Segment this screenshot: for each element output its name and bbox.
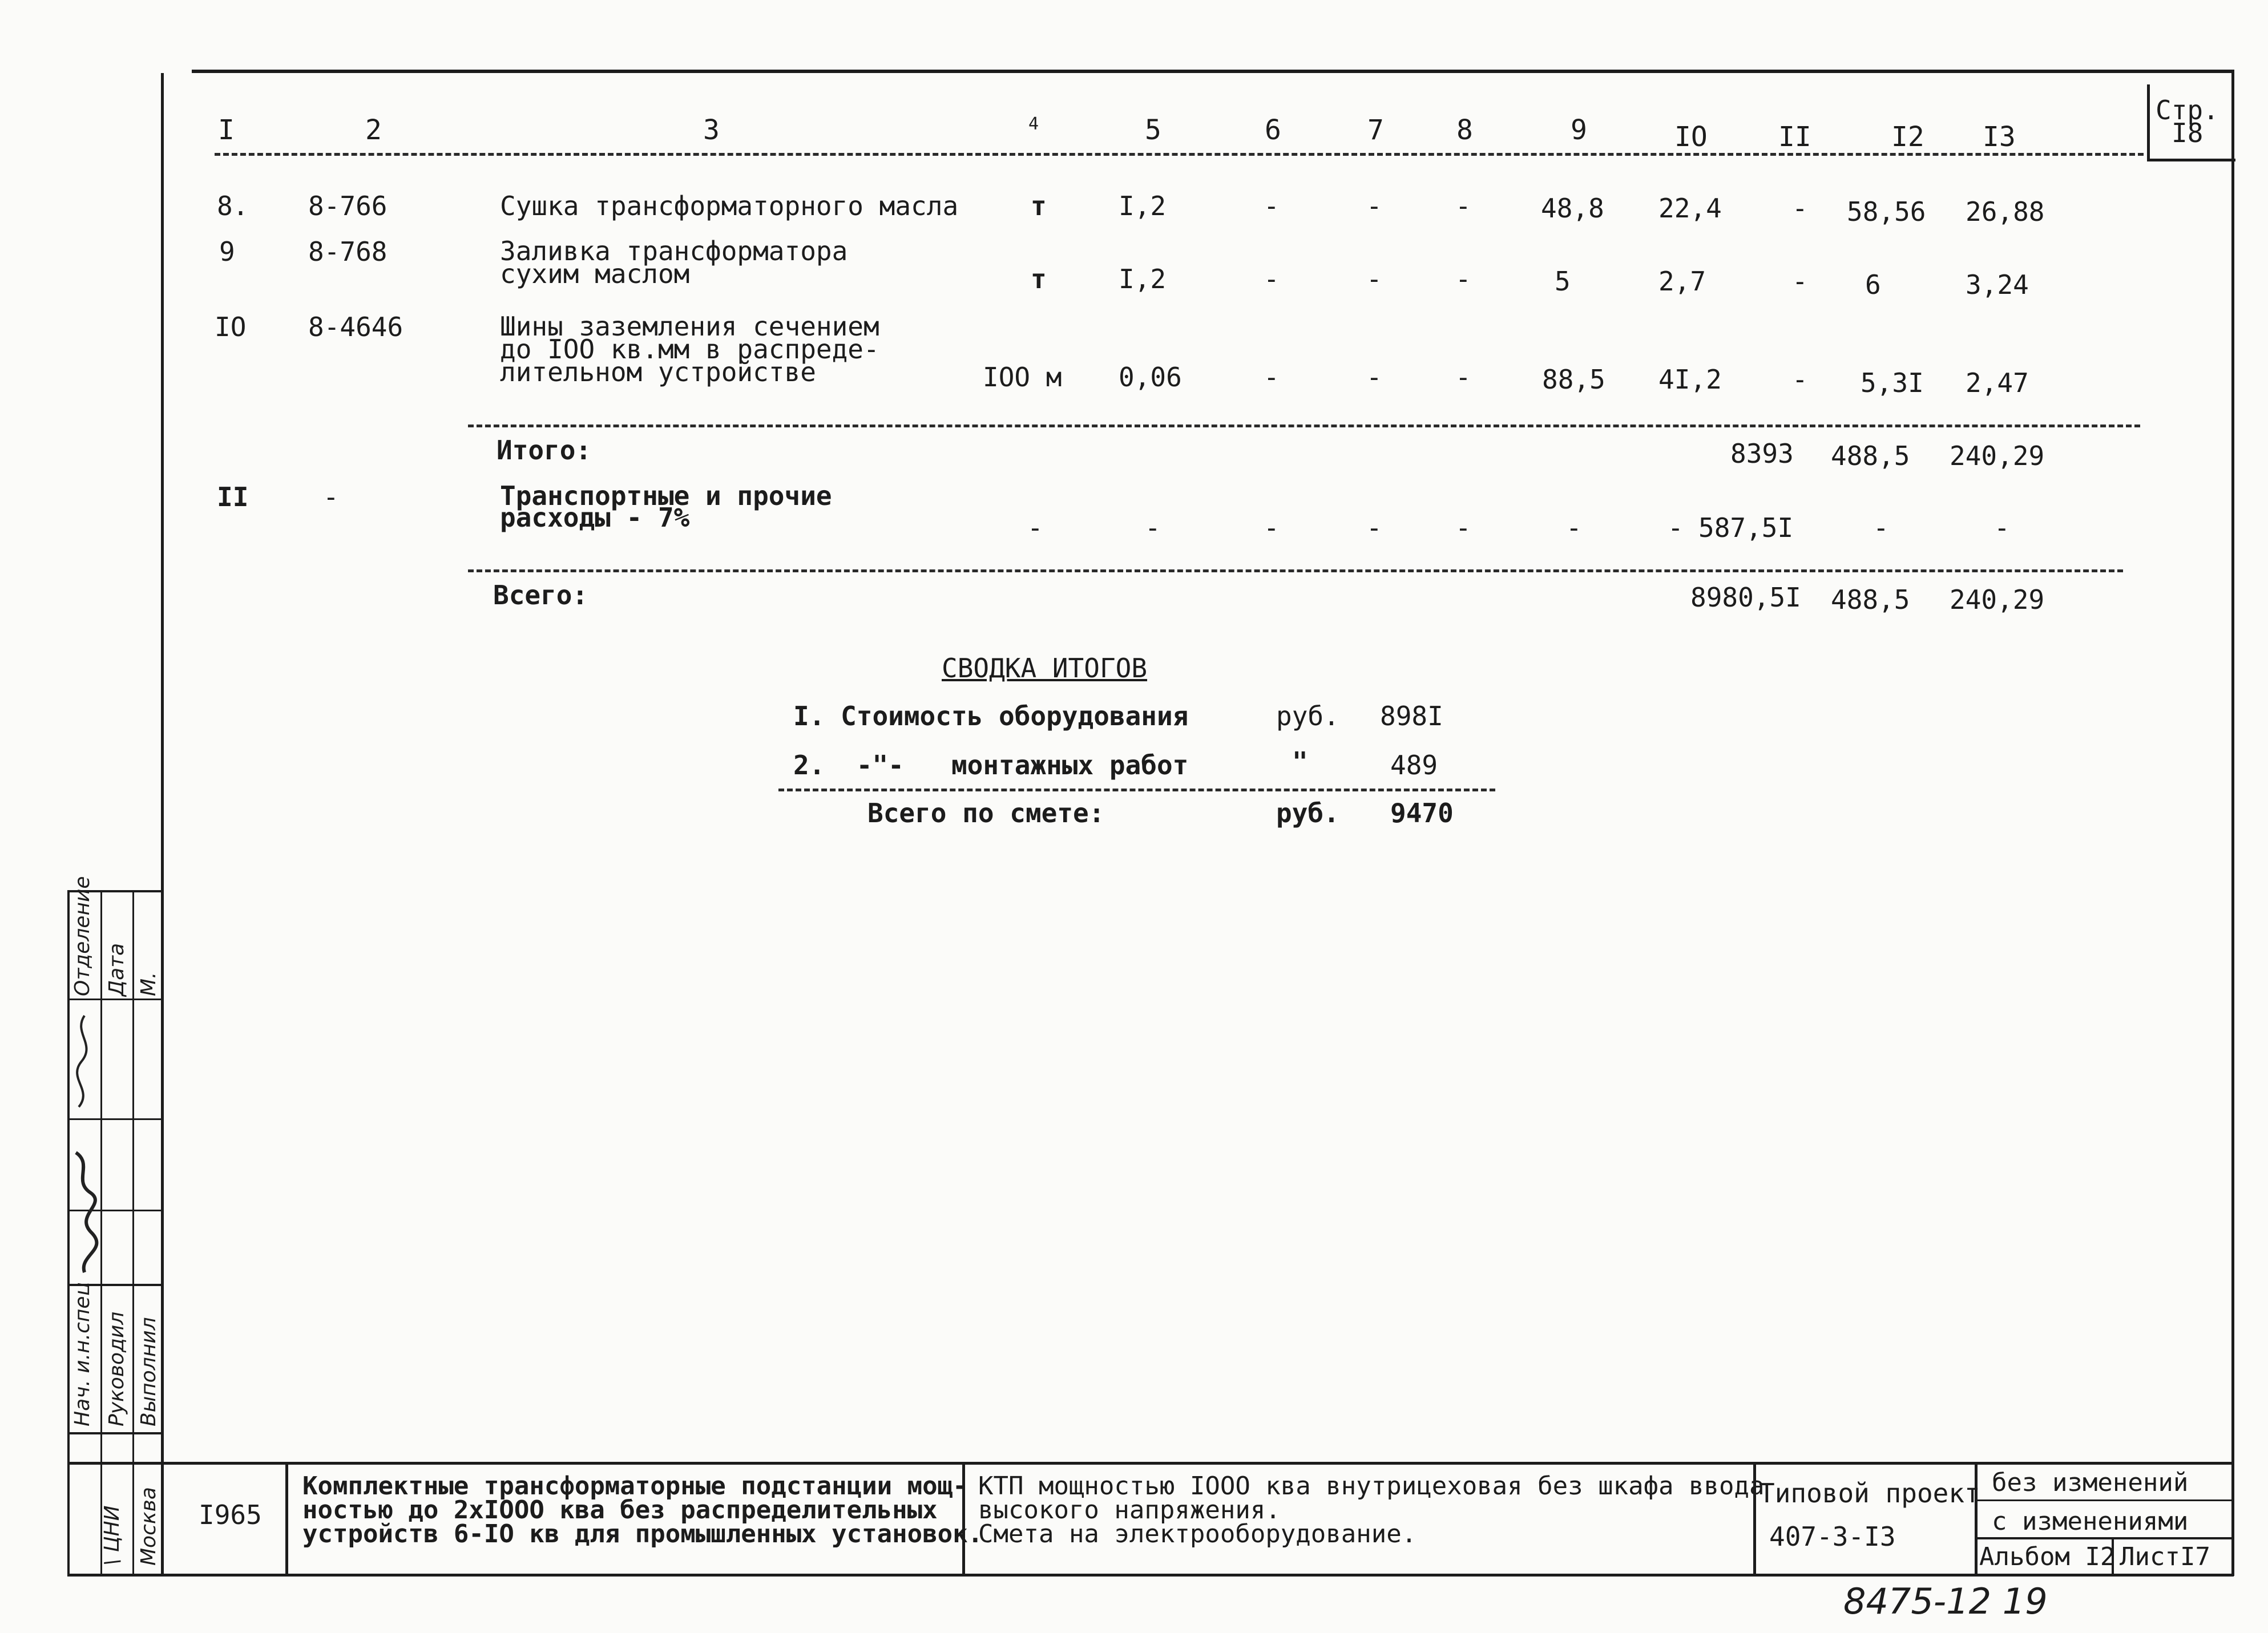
row-c8: - — [1455, 191, 1471, 221]
subtotal-label: Итого: — [497, 435, 592, 466]
page-number-value: I8 — [2172, 118, 2204, 148]
row-c10: 2,7 — [1658, 266, 1706, 297]
row-c12: 6 — [1865, 269, 1881, 300]
title-with-changes: с изменениями — [1992, 1507, 2189, 1536]
col-header: I3 — [1983, 121, 2016, 153]
row-number: IO — [215, 312, 247, 342]
col-header: 4 — [1028, 114, 1039, 134]
summary-line-label: 2. -"- монтажных работ — [793, 750, 1189, 781]
right-border — [2231, 70, 2234, 1576]
row-c12: 58,56 — [1847, 196, 1926, 227]
summary-line-label: I. Стоимость оборудования — [793, 701, 1189, 731]
row-c7: - — [1366, 512, 1382, 543]
col-header: 6 — [1265, 114, 1281, 146]
page-number-label: Стр. — [2156, 95, 2219, 126]
row-unit: т — [1031, 264, 1047, 294]
col-header: I — [218, 114, 235, 146]
col-header: IO — [1674, 121, 1708, 153]
title-project-number: 407-3-I3 — [1769, 1521, 1896, 1552]
row-c6: - — [1264, 512, 1280, 543]
row-c12: 5,3I — [1861, 367, 1924, 398]
row-c12: - — [1873, 512, 1889, 543]
col-header: 7 — [1367, 114, 1384, 146]
row-c8: - — [1455, 512, 1471, 543]
subtotal-c11: 8393 — [1730, 438, 1794, 469]
summary-title: СВОДКА ИТОГОВ — [942, 653, 1148, 684]
summary-line-value: 489 — [1390, 750, 1438, 781]
row-c13: - — [1994, 512, 2010, 543]
row-c6: - — [1264, 264, 1280, 294]
row-quantity: - — [1145, 512, 1161, 543]
header-divider — [215, 153, 2144, 156]
row-code: 8-768 — [308, 236, 388, 267]
row-description: Транспортные и прочие расходы - 7% — [500, 480, 832, 533]
subtotal-c12: 488,5 — [1831, 440, 1910, 471]
row-quantity: 0,06 — [1119, 362, 1182, 393]
total-c13: 240,29 — [1950, 584, 2045, 615]
signature-image — [67, 1010, 102, 1284]
col-header: I2 — [1891, 121, 1924, 153]
col-header: 9 — [1571, 114, 1587, 146]
row-unit: IOO м — [983, 362, 1062, 393]
row-unit: т — [1031, 191, 1047, 221]
row-code: - — [323, 482, 339, 512]
row-c11: - — [1792, 266, 1808, 297]
handwritten-number: 8475-12 19 — [1843, 1581, 2048, 1622]
row-number: II — [217, 482, 249, 512]
row-c10: 22,4 — [1658, 193, 1722, 224]
title-album: Альбом I2 — [1979, 1542, 2116, 1571]
row-code: 8-766 — [308, 191, 388, 221]
row-c9: - — [1566, 512, 1582, 543]
row-quantity: I,2 — [1119, 191, 1167, 221]
subtotal-divider — [468, 425, 2140, 427]
subtotal-c13: 240,29 — [1950, 440, 2045, 471]
row-c11: 587,5I — [1698, 512, 1794, 543]
stamp-role: Нач. и.н.спец — [71, 1282, 94, 1426]
row-c9: 5 — [1555, 266, 1571, 297]
row-c13: 2,47 — [1966, 367, 2029, 398]
stamp-city: Москва — [137, 1487, 160, 1566]
row-number: 9 — [219, 236, 235, 267]
row-code: 8-4646 — [308, 312, 403, 342]
title-subject: КТП мощностью IOOO ква внутрицеховая без шкафа ввода высокого напряжения. Смета на электрооборудование. — [978, 1472, 1765, 1549]
row-quantity: I,2 — [1119, 264, 1167, 294]
row-c9: 48,8 — [1541, 193, 1604, 224]
row-c6: - — [1264, 362, 1280, 393]
row-c10: - — [1668, 512, 1684, 543]
row-description: Шины заземления сечением до IOO кв.мм в распреде- лительном устройстве — [500, 311, 879, 387]
row-c13: 26,88 — [1966, 196, 2045, 227]
col-header: 2 — [365, 114, 382, 146]
summary-line-value: 898I — [1380, 701, 1443, 731]
title-description: Комплектные трансформаторные подстанции мощ- ностью до 2хIOOO ква без распределительных устройств 6-IO кв для промышленных установок. — [302, 1472, 983, 1549]
row-c7: - — [1366, 191, 1382, 221]
left-border — [161, 73, 164, 1575]
row-c11: - — [1792, 364, 1808, 395]
row-c8: - — [1455, 362, 1471, 393]
row-number: 8. — [217, 191, 249, 221]
row-unit: - — [1027, 512, 1043, 543]
row-c13: 3,24 — [1966, 269, 2029, 300]
stamp-org: \ ЦНИ — [100, 1505, 124, 1566]
summary-line-unit: " — [1292, 746, 1308, 777]
title-no-changes: без изменений — [1992, 1468, 2189, 1497]
summary-divider — [778, 789, 1495, 791]
summary-total-unit: руб. — [1276, 798, 1339, 828]
stamp-role: Выполнил — [137, 1317, 160, 1426]
stamp-m-label: М. — [137, 972, 160, 996]
row-c7: - — [1366, 362, 1382, 393]
col-header: 8 — [1456, 114, 1473, 146]
total-label: Всего: — [493, 580, 588, 611]
col-header: 5 — [1145, 114, 1161, 146]
page-number-box — [2147, 84, 2235, 161]
total-c11: 8980,5I — [1690, 582, 1801, 613]
row-c7: - — [1366, 264, 1382, 294]
summary-line-unit: руб. — [1276, 701, 1339, 731]
title-sheet: ЛистI7 — [2120, 1542, 2210, 1571]
stamp-department: Отделение — [71, 876, 94, 996]
top-border — [192, 70, 2231, 73]
row-c8: - — [1455, 264, 1471, 294]
total-c12: 488,5 — [1831, 584, 1910, 615]
total-divider — [468, 569, 2123, 572]
row-c10: 4I,2 — [1658, 364, 1722, 395]
summary-total-label: Всего по смете: — [867, 798, 1105, 828]
stamp-role: Руководил — [105, 1311, 128, 1426]
col-header: 3 — [703, 114, 720, 146]
summary-total-value: 9470 — [1390, 798, 1454, 828]
row-c9: 88,5 — [1542, 364, 1605, 395]
stamp-date-label: Дата — [105, 943, 128, 996]
title-year: I965 — [199, 1499, 262, 1530]
title-project-label: Типовой проект — [1759, 1478, 1980, 1509]
col-header: II — [1778, 121, 1811, 153]
row-c11: - — [1792, 193, 1808, 224]
row-description: Сушка трансформаторного масла — [500, 191, 959, 221]
row-c6: - — [1264, 191, 1280, 221]
row-description: Заливка трансформатора сухим маслом — [500, 236, 848, 289]
